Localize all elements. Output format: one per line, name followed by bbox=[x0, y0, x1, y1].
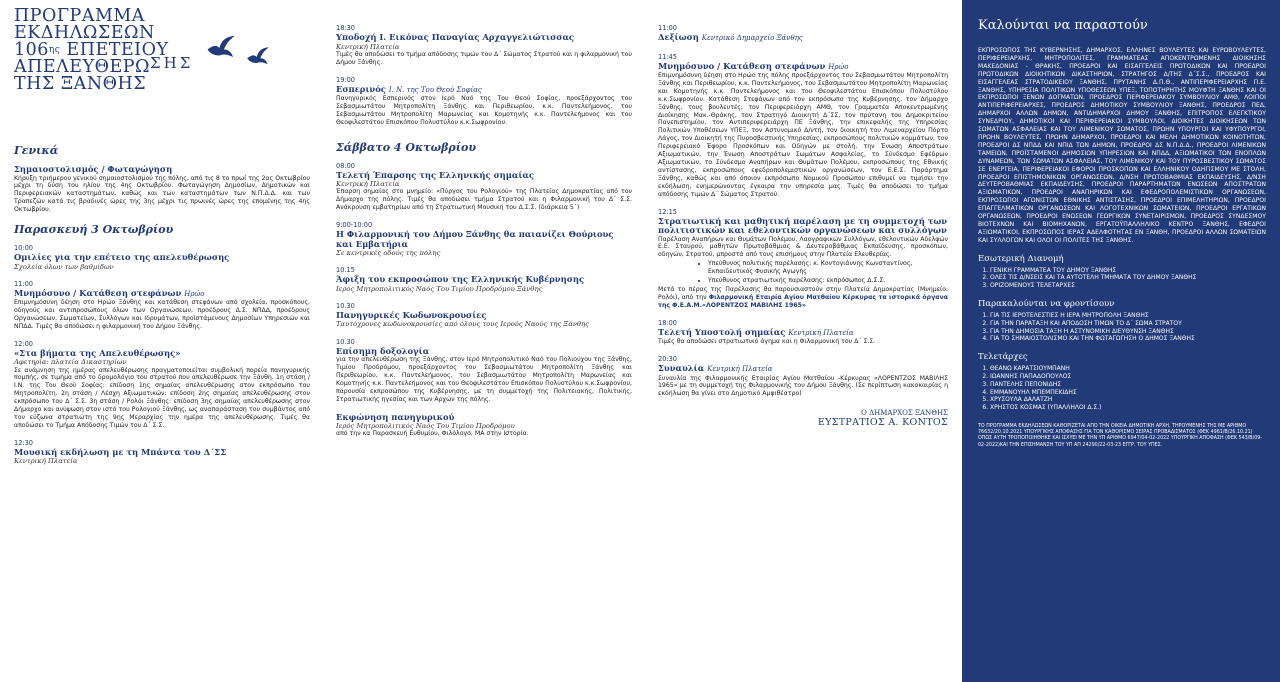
distribution-item: 1. ΓΕΝΙΚΗ ΓΡΑΜΜΑΤΕΑ ΤΟΥ ΔΗΜΟΥ ΞΑΝΘΗΣ bbox=[990, 267, 1266, 275]
event-block bbox=[14, 244, 310, 271]
event-after-highlight: Φιλαρμονική Εταιρία Αγίου Ματθαίου Κέρκυρας τα ιστορικά όργανα της Φ.Ε.Α.Μ.«ΛΟΡΕΝΤΖΟΣ ΜΑΒΙΛΗΣ 1965» bbox=[658, 293, 948, 309]
master-item: 2. ΙΩΑΝΝΗΣ ΠΑΠΑΔΟΠΟΥΛΟΣ bbox=[990, 373, 1266, 381]
distribution-list bbox=[978, 267, 1266, 290]
title-block bbox=[14, 8, 310, 136]
event-title-text: Μνημόσυνο / Κατάθεση στεφάνων bbox=[14, 287, 182, 298]
event-location: Κεντρική Πλατεία bbox=[336, 42, 400, 51]
event-title-text: Μουσική εκδήλωση με τη Μπάντα του Δ΄ΣΣ bbox=[14, 446, 227, 457]
event-block bbox=[658, 319, 948, 346]
event-body: Συναυλία της Φιλαρμονικής Εταιρίας Αγίου Ματθαίου -Κέρκυρας «ΛΟΡΕΝΤΖΟΣ ΜΑΒΙΛΗΣ 1965» με τη συμμετοχή της Φιλαρμονικής του Δήμου Ξάνθης. (Σε περίπτωση κακοκαιρίας η εκδήλωση θα γίνει στο Δημοτικό Αμφιθέατρο) bbox=[658, 374, 948, 398]
event-title-extra: Ι. Ν. της Του Θεού Σοφίας bbox=[388, 85, 482, 94]
event-bullets bbox=[668, 260, 948, 285]
event-block bbox=[336, 221, 632, 257]
day-heading: Παρασκευή 3 Οκτωβρίου bbox=[14, 223, 174, 237]
master-item: 4. ΕΜΜΑΝΟΥΗΛ ΜΠΕΜΠΕΚΙΔΗΣ bbox=[990, 389, 1266, 397]
distribution-item: 3. ΟΡΙΖΟΜΕΝΟΥΣ ΤΕΛΕΤΑΡΧΕΣ bbox=[990, 282, 1266, 290]
event-block bbox=[336, 266, 632, 293]
event-location: Σε κεντρικές οδούς της πόλης bbox=[336, 249, 441, 258]
dove-icon bbox=[246, 46, 270, 68]
event-title-extra: Κεντρικό Δημαρχείο Ξάνθης bbox=[701, 34, 803, 42]
master-item: 6. ΧΡΗΣΤΟΣ ΚΟΣΜΑΣ (ΥΠΑΛΛΗΛΟΙ Δ.Σ.) bbox=[990, 404, 1266, 412]
event-title bbox=[658, 33, 948, 44]
masters-title: Τελετάρχες bbox=[978, 352, 1028, 363]
column-two bbox=[322, 0, 644, 682]
title-word: ΕΠΕΤΕΙΟΥ bbox=[66, 40, 169, 60]
event-location: Κεντρική Πλατεία bbox=[14, 457, 78, 466]
responsibilities-title: Παρακαλούνται να φροντίσουν bbox=[978, 299, 1115, 310]
event-time: 18:30 bbox=[336, 24, 356, 32]
event-block bbox=[336, 302, 632, 329]
title-superscript: ης bbox=[48, 45, 61, 55]
event-time: 12:30 bbox=[14, 438, 34, 447]
event-list bbox=[336, 162, 632, 439]
event-after-text: Μετά το πέρας της Παρέλασης θα παρουσιαστούν στην Πλατεία Δημοκρατίας (Μνημείο: Ρολόι), από την bbox=[658, 285, 948, 301]
event-title-text: Συναυλία bbox=[658, 363, 705, 374]
event-body: Τιμές θα αποδώσει στρατιωτικό άγημα και η Φιλαρμονική του Δ΄ Σ.Σ. bbox=[658, 338, 876, 346]
event-block bbox=[14, 340, 310, 430]
event-title bbox=[336, 230, 632, 249]
event-title-text: Εκφώνηση πανηγυρικού bbox=[336, 411, 455, 422]
event-time: 9:00-10:00 bbox=[336, 221, 373, 230]
responsibility-item: 2. ΓΙΑ ΤΗΝ ΠΑΡΑΤΑΞΗ ΚΑΙ ΑΠΟΔΟΣΗ ΤΙΜΩΝ ΤΟ Δ΄ ΣΩΜΑ ΣΤΡΑΤΟΥ bbox=[990, 320, 1266, 328]
event-time: 10.30 bbox=[336, 301, 355, 310]
event-time: 11:45 bbox=[658, 52, 678, 61]
event-title bbox=[336, 347, 632, 357]
event-time: 11:00 bbox=[658, 24, 678, 32]
event-title-text: Υποδοχή Ι. Εικόνας Παναγίας Αρχαγγελιώτισσας bbox=[336, 32, 575, 42]
event-body: Παρέλαση Αναπήρων και Θυμάτων Πολέμου, Λαογραφικών Συλλόγων, εθελοντικών Αδελφών Ε.Ε. Σταυρού, μαθητών Πρωτοβάθμιας & Δευτεροβάθμιας Εκπαίδευσης, προσκόπων, οδηγών, Στρατού, μπροστά από τους επισήμους στην Πλατεία Ελευθερίας. bbox=[658, 235, 948, 259]
title-line: ΠΡΟΓΡΑΜΜΑ bbox=[14, 6, 145, 26]
event-time: 20:30 bbox=[658, 355, 678, 364]
event-body: Κήρυξη τριήμερου γενικού σημαιοστολισμού της πόλης, από τις 8 το πρωί της 2ας Οκτωβρίου μέχρι τη δύση του ηλίου της 4ης Οκτωβρίου. Φωταγώγηση Δημοσίων, Δημοτικών και Περιφερειακών καταστημάτων, καθώς και των καταστημάτων των Ν.Π.Δ.Δ. και των Τραπεζών κατά τις βραδινές ώρες της 3ης μέχρι τις πρωινές ώρες της επομένης της 4ης Οκτωβρίου. bbox=[14, 174, 310, 214]
event-block bbox=[14, 280, 310, 331]
event-block bbox=[336, 338, 632, 404]
distribution-item: 2. ΟΛΕΣ ΤΙΣ Δ/ΝΣΕΙΣ ΚΑΙ ΤΑ ΑΥΤΟΤΕΛΗ ΤΜΗΜΑΤΑ ΤΟΥ ΔΗΜΟΥ ΞΑΝΘΗΣ bbox=[990, 274, 1266, 282]
event-list bbox=[336, 24, 632, 127]
event-title bbox=[336, 413, 632, 423]
event-after bbox=[658, 286, 948, 310]
event-title bbox=[14, 253, 310, 263]
event-body: Σε ανάμνηση της ημέρας απελευθέρωσης πραγματοποιείται συμβολική πορεία πανηγυρικής πομπής, σε τιμήμα από το δρομολόγιο του στρατού που απελευθέρωσε την Ξάνθη. 1η στάση / Ι.Ν. της Του Θεού Σοφίας: επίδοση 1ης σημαίας απελευθέρωσης στον εκπρόσωπο του Μητροπολίτη. 2η στάση / Λέσχη Αξιωματικών: επίδοση 2ης σημαίας απελευθέρωσης στον εκπρόσωπο του Δ΄ Σ.Σ. 3η στάση / Ρολόι Ξάνθης: επίδοση 3ης σημαίας απελευθέρωσης στον Δήμαρχο και ανύψωση στον ιστό του Ρολογιού Ξάνθης, ως αναπαράσταση του συμβάντος από τον εύζωνα στρατιώτη της 9ης Μεραρχίας την ημέρα της απελευθέρωσης. Τιμές θα αποδώσει το Τμήμα Απόδοσης Τιμών του Δ΄ Σ.Σ. bbox=[14, 366, 310, 429]
event-location: Αφετηρία: πλατεία Δικαστηρίων bbox=[14, 358, 127, 367]
title-word: ΣΗΣ bbox=[150, 54, 194, 72]
event-title-text: Εσπερινός bbox=[336, 83, 386, 94]
title-number: 106 bbox=[14, 40, 49, 60]
master-item: 3. ΠΑΝΤΕΛΗΣ ΠΕΠΟΝΙΔΗΣ bbox=[990, 381, 1266, 389]
event-time: 12:15 bbox=[658, 207, 678, 216]
section-heading: Γενικά bbox=[14, 144, 59, 157]
event-body: Επιμνημόσυνη δέηση στο Ηρώο της πόλης προεξάρχοντος του Σεβασμιωτάτου Μητροπολίτη Ξάνθης και Περιθεωρίου, κ.κ. Παντελεήμονος, του Σεβασμιωτάτου Μητροπολίτη Μαρωνείας και Κομοτηνής κ.κ. Παντελεήμονος και του Θεοφιλεστάτου Επισκόπου Πολυστύλου κ.κ.Σωφρονίου. Κατάθεση Στεφάνων από τον εκπρόσωπο της Κυβέρνησης, τον Δήμαρχο Ξάνθης, τους βουλευτές, τον Περιφερειάρχη ΑΜΘ, τον Γραμματέα Αποκεντρωμένης Διοίκησης Μακ.-Θράκης, τον Στρατηγό Διοικητή Δ΄ΣΣ, τον πρύτανη του Δημοκριτείου Πανεπιστημίου, τον Αντιπεριφερειάρχη ΠΕ Ξάνθης, την επικεφαλής της Υπηρεσίας Πολιτικών Υποθέσεων ΥΠΕΞ, τον Αστυνομικό Δ/ντή, τον διοικητή του Λιμεναρχείου Πόρτο Λάγος, τον Διοικητή της Πυροσβεστικής Υπηρεσίας, εκπροσώπους πολιτικών κομμάτων, τον Περιφερειακό Έφορο Προσκόπων και Οδηγών με στολή, την Ένωση Αποστράτων Αξιωματικών, την Ένωση Αποστράτων Σωμάτων Ασφαλείας, το Σύνδεσμο Εφέδρων Αξιωματικών, το Σύνδεσμο Αναπήρων και Θυμάτων Πολέμου, εκπροσώπους της Εθνικής αντίστασης, εκπροσώπους εφεδροπολεμιστικών οργανώσεων, τον Ε.Ε.Σ. Παράρτημα Ξάνθης, καθώς και από όποιον εκπρόσωπο Νομικού Προσώπου επιθυμεί να τιμήσει την εκδήλωση, ενημερώνοντας έγκαιρα την υπηρεσία μας. Τιμές θα αποδώσει το τμήμα απόδοσης τιμών Δ΄ Σώματος Στρατού. bbox=[658, 72, 948, 198]
distribution-title: Εσωτερική Διανομή bbox=[978, 253, 1064, 264]
event-title-text: Τελετή Υποστολή σημαίας bbox=[658, 326, 786, 337]
event-block bbox=[658, 53, 948, 199]
event-title-extra: Ηρώο bbox=[828, 62, 849, 71]
event-body: Πανηγυρικός Εσπερινός στον Ιερό Ναό της Του Θεού Σοφίας, προεξάρχοντος του Σεβασμιωτάτου Μητροπολίτη Ξάνθης και Περιθεωρίου, κ.κ. Παντελεήμονος, του Σεβασμιωτάτου Μητροπολίτη Μαρωνείας και Κομοτηνής κ.κ. Παντελεήμονος και του Θεοφιλεστάτου Επισκόπου Πολυστύλου κ.κ.Σωφρονίου. bbox=[336, 95, 632, 126]
column-three bbox=[644, 0, 962, 682]
event-time: 11:00 bbox=[14, 279, 34, 288]
event-location: Σχολεία όλων των βαθμίδων bbox=[14, 262, 114, 271]
event-title bbox=[658, 217, 948, 236]
title-word: ΑΠΕΛΕΥΘΕΡΩ bbox=[14, 57, 151, 77]
event-title-extra: Ηρώο bbox=[184, 289, 205, 298]
responsibility-item: 1. ΓΙΑ ΤΙΣ ΙΕΡΟΤΕΛΕΣΤΙΕΣ Η ΙΕΡΑ ΜΗΤΡΟΠΟΛΗ ΞΑΝΘΗΣ bbox=[990, 312, 1266, 320]
event-title-text: Μνημόσυνο / Κατάθεση στεφάνων bbox=[658, 60, 826, 71]
event-list bbox=[658, 24, 948, 398]
event-title-text: Ομιλίες για την επέτειο της απελευθέρωσης bbox=[14, 252, 230, 263]
event-time: 18:00 bbox=[658, 318, 678, 327]
event-block bbox=[14, 439, 310, 466]
event-title-text: Πανηγυρικές Κωδωνοκρουσίες bbox=[336, 309, 487, 320]
event-block bbox=[336, 413, 632, 439]
event-time: 10.15 bbox=[336, 266, 355, 275]
column-one bbox=[0, 0, 322, 682]
event-time: 19:00 bbox=[336, 75, 356, 84]
event-title bbox=[14, 349, 310, 359]
event-title-text: Άφιξη του εκπροσώπου της Ελληνικής Κυβέρνησης bbox=[336, 274, 585, 285]
event-title bbox=[14, 289, 310, 300]
event-time: 12:00 bbox=[14, 339, 34, 348]
event-body: Έπαρση σημαίας στο μνημείο: «Πύργος του Ρολογιού» της Πλατείας Δημοκρατίας από τον Δήμαρχο της πόλης. Τιμές θα αποδώσει τμήμα Στρατού και η Φιλαρμονική του Δ΄ Σ.Σ. Ανάκρουση εμβατηρίων από τη Στρατιωτική Μουσική του Δ.Σ.Σ. (διάρκεια 5΄) bbox=[336, 188, 632, 212]
event-title-text: Η Φιλαρμονική του Δήμου Ξάνθης θα παιανίζει Θούριους και Εμβατήρια bbox=[336, 229, 614, 249]
event-block bbox=[336, 162, 632, 212]
responsibility-item: 4. ΓΙΑ ΤΟ ΣΗΜΑΙΟΣΤΟΛΙΣΜΟ ΚΑΙ ΤΗΝ ΦΩΤΑΓΩΓΗΣΗ Ο ΔΗΜΟΣ ΞΑΝΘΗΣ bbox=[990, 335, 1266, 343]
event-body: από την κα Παρασκευή Ευθυμίου, Φιλόλογο, ΜΑ στην Ιστορία. bbox=[336, 430, 529, 438]
event-body: Επιμνημόσυνη δέηση στο Ηρώο Ξάνθης και κατάθεση στεφάνων από σχολεία, προσκόπους, οδηγούς και αντιπροσώπους όλων των Οργανώσεων, προέδρους Δ.Σ. ΝΠΔΔ, προέδρους Οργανώσεων, Σωματείων, Συλλόγων και Ιδρυμάτων, προϊστάμενους Δημοσίων Υπηρεσιών και ΝΠΔΔ. Τιμές θα αποδώσει η φιλαρμονική του Δήμου Ξάνθης. bbox=[14, 299, 310, 330]
event-title bbox=[336, 275, 632, 285]
masters-list bbox=[978, 365, 1266, 412]
signature bbox=[658, 408, 948, 428]
title-line: ΕΚΔΗΛΩΣΕΩΝ bbox=[14, 23, 155, 43]
event-body: Τιμές θα αποδώσει το τμήμα απόδοσης τιμών του Δ΄ Σώματος Στρατού και η φιλαρμονική του Δήμου Ξάνθης. bbox=[336, 50, 632, 66]
event-title bbox=[658, 62, 948, 73]
signature-role: Ο ΔΗΜΑΡΧΟΣ ΞΑΝΘΗΣ bbox=[861, 409, 948, 418]
responsibilities-list bbox=[978, 312, 1266, 343]
event-block bbox=[658, 24, 948, 44]
event-title bbox=[336, 33, 632, 43]
event-block bbox=[14, 165, 310, 214]
day-heading: Σάββατο 4 Οκτωβρίου bbox=[336, 140, 476, 154]
invitation-text: ΕΚΠΡΟΣΩΠΟΣ ΤΗΣ ΚΥΒΕΡΝΗΣΗΣ, ΔΗΜΑΡΧΟΣ, ΕΛΛΗΝΕΣ ΒΟΥΛΕΥΤΕΣ ΚΑΙ ΕΥΡΩΒΟΥΛΕΥΤΕΣ, ΠΕΡΙΦΕΡΕΙΑΡΧΗΣ, ΜΗΤΡΟΠΟΛΙΤΕΣ, ΓΡΑΜΜΑΤΕΑΣ ΑΠΟΚΕΝΤΡΩΜΕΝΗΣ ΔΙΟΙΚΗΣΗΣ ΜΑΚΕΔΟΝΙΑΣ - ΘΡΑΚΗΣ, ΠΡΟΕΔΡΟΙ ΚΑΙ ΕΙΣΑΓΓΕΛΕΙΣ ΠΡΩΤΟΔΙΚΩΝ ΚΑΙ ΠΡΟΕΔΡΟΙ ΠΡΩΤΟΔΙΚΩΝ ΔΙΟΙΚΗΤΙΚΩΝ ΔΙΚΑΣΤΗΡΙΩΝ, ΣΤΡΑΤΗΓΟΣ Δ/ΤΗΣ Δ΄Σ.Σ., ΠΡΟΕΔΡΟΣ ΚΑΙ ΕΙΣΑΓΓΕΛΕΑΣ ΣΤΡΑΤΟΔΙΚΕΙΟΥ ΞΑΝΘΗΣ, ΠΡΥΤΑΝΗΣ Δ.Π.Θ., ΑΝΤΙΠΕΡΙΦΕΡΕΙΑΡΧΗΣ Π.Ε. ΞΑΝΘΗΣ, ΥΠΗΡΕΣΙΑ ΠΟΛΙΤΙΚΩΝ ΥΠΟΘΕΣΕΩΝ ΥΠΕΞ, ΤΟΠΟΤΗΡΗΤΗΣ ΜΟΥΦΤΗ ΞΑΝΘΗΣ ΚΑΙ ΟΙ ΕΚΠΡΟΣΩΠΟΙ ΞΕΝΩΝ ΔΟΓΜΑΤΩΝ, ΠΡΟΕΔΡΟΣ ΠΕΡΙΦΕΡΕΙΑΚΟΥ ΣΥΜΒΟΥΛΙΟΥ ΑΜΘ, ΛΟΙΠΟΙ ΑΝΤΙΠΕΡΙΦΕΡΕΙΑΡΧΕΣ, ΠΡΟΕΔΡΟΣ ΔΗΜΟΤΙΚΟΥ ΣΥΜΒΟΥΛΙΟΥ ΞΑΝΘΗΣ, ΠΡΟΕΔΡΟΣ ΠΕΔ, ΔΗΜΑΡΧΟΙ ΑΛΛΩΝ ΔΗΜΩΝ, ΑΝΤΙΔΗΜΑΡΧΟΙ ΔΗΜΟΥ ΞΑΝΘΗΣ, ΕΠΙΤΡΟΠΟΣ ΕΛΕΓΚΤΙΚΟΥ ΣΥΝΕΔΡΙΟΥ, ΔΗΜΟΤΙΚΟΙ ΚΑΙ ΠΕΡΙΦΕΡΕΙΑΚΟΙ ΣΥΜΒΟΥΛΟΙ, ΔΙΟΙΚΗΤΕΣ ΔΙΟΙΚΗΣΕΩΝ ΤΩΝ ΣΩΜΑΤΩΝ ΑΣΦΑΛΕΙΑΣ ΚΑΙ ΤΟΥ ΛΙΜΕΝΙΚΟΥ ΣΩΜΑΤΟΣ, ΠΡΩΗΝ ΥΠΟΥΡΓΟΙ ΚΑΙ ΥΦΥΠΟΥΡΓΟΙ, ΠΡΩΗΝ ΒΟΥΛΕΥΤΕΣ, ΠΡΩΗΝ ΔΗΜΑΡΧΟΙ, ΠΡΟΕΔΡΟΙ ΚΑΙ ΜΕΛΗ ΔΗΜΟΤΙΚΩΝ ΚΟΙΝΟΤΗΤΩΝ, ΠΡΟΕΔΡΟΙ ΔΣ ΝΠΔΔ ΚΑΙ ΝΠΙΔ ΤΩΝ ΔΗΜΩΝ, ΠΡΟΕΔΡΟΙ ΔΣ Ν.Π.Δ.Δ., ΠΡΟΕΔΡΟΙ ΛΙΜΕΝΙΚΩΝ ΤΑΜΕΙΩΝ, ΠΡΟΪΣΤΑΜΕΝΟΙ ΔΗΜΟΣΙΩΝ ΥΠΗΡΕΣΙΩΝ ΚΑΙ ΝΠΔΔ, ΑΞΙΩΜΑΤΙΚΟΙ ΤΩΝ ΕΝΟΠΛΩΝ ΔΥΝΑΜΕΩΝ, ΤΩΝ ΣΩΜΑΤΩΝ ΑΣΦΑΛΕΙΑΣ, ΤΟΥ ΛΙΜΕΝΙΚΟΥ ΚΑΙ ΤΟΥ ΠΥΡΟΣΒΕΣΤΙΚΟΥ ΣΩΜΑΤΟΣ ΣΕ ΕΝΕΡΓΕΙΑ, ΠΕΡΙΦΕΡΕΙΑΚΟΙ ΕΦΟΡΟΙ ΠΡΟΣΚΟΠΩΝ ΚΑΙ ΕΛΛΗΝΙΚΟΥ ΟΔΗΓΙΣΜΟΥ ΜΕ ΣΤΟΛΗ, ΠΡΟΕΔΡΟΙ ΕΠΙΣΤΗΜΟΝΙΚΩΝ ΟΡΓΑΝΩΣΕΩΝ, Δ/ΝΣΗ ΠΡΩΤΟΒΑΘΜΙΑΣ ΕΚΠΑΙΔΕΥΣΗΣ, Δ/ΝΣΗ ΔΕΥΤΕΡΟΒΑΘΜΙΑΣ ΕΚΠΑΙΔΕΥΣΗΣ, ΠΡΟΕΔΡΟΙ ΠΑΡΑΡΤΗΜΑΤΩΝ ΕΝΩΣΕΩΝ ΑΠΟΣΤΡΑΤΩΝ ΑΞΙΩΜΑΤΙΚΩΝ, ΠΡΟΕΔΡΟΙ ΑΝΑΠΗΡΙΚΩΝ ΚΑΙ ΕΦΕΔΡΟΠΟΛΕΜΙΣΤΙΚΩΝ ΟΡΓΑΝΩΣΕΩΝ, ΕΚΠΡΟΣΩΠΟΙ ΑΓΩΝΙΣΤΩΝ ΕΘΝΙΚΗΣ ΑΝΤΙΣΤΑΣΗΣ, ΠΡΟΕΔΡΟΙ ΕΠΙΜΕΛΗΤΗΡΙΩΝ, ΠΡΟΕΔΡΟΙ ΕΠΑΓΓΕΛΜΑΤΙΚΩΝ ΟΡΓΑΝΩΣΕΩΝ ΚΑΙ ΛΟΓΟΤΕΧΝΙΚΩΝ ΣΩΜΑΤΕΙΩΝ, ΠΡΟΕΔΡΟΙ ΕΡΓΑΤΙΚΩΝ ΟΡΓΑΝΩΣΕΩΝ, ΠΡΟΕΔΡΟΙ ΕΝΩΣΕΩΝ ΓΕΩΡΓΙΚΩΝ ΣΥΝΕΤΑΙΡΙΣΜΩΝ, ΠΡΟΕΔΡΟΣ ΣΥΝΔΕΣΜΟΥ ΒΙΟΤΕΧΝΩΝ ΚΑΙ ΒΙΟΜΗΧΑΝΩΝ, ΕΡΓΑΤΟΫΠΑΛΛΗΛΙΚΟ ΚΕΝΤΡΟ ΞΑΝΘΗΣ, ΕΦΕΔΡΟΙ ΑΞΙΩΜΑΤΙΚΟΙ, ΕΚΠΡΟΣΩΠΟΣ ΙΕΡΑΣ ΑΔΕΛΦΟΤΗΤΑΣ ΕΝ ΞΑΝΘΗ, ΠΡΟΕΔΡΟΙ ΑΛΛΩΝ ΣΩΜΑΤΕΙΩΝ ΚΑΙ ΣΥΛΛΟΓΩΝ ΚΑΙ ΟΛΟΙ ΟΙ ΠΟΛΙΤΕΣ ΤΗΣ ΞΑΝΘΗΣ. bbox=[978, 47, 1266, 244]
event-time: 10:00 bbox=[14, 244, 34, 253]
responsibility-item: 3. ΓΙΑ ΤΗΝ ΔΗΜΟΣΙΑ ΤΑΞΗ Η ΑΣΤΥΝΟΜΙΚΗ ΔΙΕΥΘΥΝΣΗ ΞΑΝΘΗΣ bbox=[990, 328, 1266, 336]
event-location: Ταυτόχρονες κωδωνοκρουσίες από όλους τους Ιερούς Ναούς της Ξάνθης bbox=[336, 320, 589, 329]
invitation-title: Καλούνται να παραστούν bbox=[978, 18, 1148, 33]
event-title-text: «Στα βήματα της Απελευθέρωσης» bbox=[14, 347, 181, 358]
invitation-panel bbox=[962, 0, 1280, 682]
event-title-text: Στρατιωτική και μαθητική παρέλαση με τη συμμετοχή των πολιτιστικών και εθελοντικών οργανώσεων και συλλόγων bbox=[658, 215, 948, 235]
event-title bbox=[14, 448, 310, 458]
event-time: 10.30 bbox=[336, 337, 355, 346]
event-title-text: Τελετή Έπαρσης της Ελληνικής σημαίας bbox=[336, 169, 534, 180]
event-bullet: • Υπεύθυνος στρατιωτικής παρέλασης: εκπρόσωπος Δ.Σ.Σ. bbox=[708, 277, 948, 285]
event-block bbox=[658, 208, 948, 310]
event-title-text: Επίσημη δοξολογία bbox=[336, 345, 430, 356]
event-body: για την απελευθέρωση της Ξάνθης, στον Ιερό Μητροπολιτικό Ναό του Πολιούχου της Ξάνθης, Τιμίου Προδρόμου, προεξάρχοντος του Σεβασμιωτάτου Μητροπολίτη Ξάνθης και Περιθεωρίου, κ.κ. Παντελεήμονος, του Σεβασμιωτάτου Μητροπολίτη Μαρωνείας και Κομοτηνής κ.κ. Παντελεήμονος και του Θεοφιλεστάτου Επισκόπου Πολυστύλου κ.κ.Σωφρονίου, παρουσία εκπροσώπου της Κυβέρνησης, με τη συμμετοχή της Πολιτειακής, Πολιτικής, Στρατιωτικής ηγεσίας και των Αρχών της πόλης. bbox=[336, 356, 632, 403]
master-item: 5. ΧΡΥΣΟΥΛΑ ΔΑΛΑΤΖΗ bbox=[990, 396, 1266, 404]
event-title bbox=[336, 85, 632, 96]
event-title bbox=[336, 171, 632, 181]
signature-name: ΕΥΣΤΡΑΤΙΟΣ Α. ΚΟΝΤΟΣ bbox=[817, 417, 948, 429]
event-location: Κεντρική Πλατεία bbox=[336, 180, 400, 189]
event-bullet: • Υπεύθυνος πολιτικής παρέλασης: κ. Κοντογιάννης Κωνσταντίνος, Εκπαιδευτικός Φυσικής Αγωγής bbox=[708, 260, 948, 276]
event-block bbox=[336, 24, 632, 67]
event-block bbox=[336, 76, 632, 127]
event-title bbox=[658, 328, 948, 339]
master-item: 1. ΘΕΑΝΩ ΚΑΡΑΤΣΙΟΥΜΠΑΝΗ bbox=[990, 365, 1266, 373]
event-location: Ιερός Μητροπολιτικός Ναός Του Τιμίου Προδρόμου bbox=[336, 422, 515, 431]
event-title-text: Δεξίωση bbox=[658, 32, 699, 42]
event-title bbox=[658, 364, 948, 375]
footnote: ΤΟ ΠΡΟΓΡΑΜΜΑ ΕΚΔΗΛΩΣΕΩΝ ΚΑΘΟΡΙΖΕΤΑΙ ΑΠΟ ΤΗΝ ΟΙΚΕΙΑ ΔΗΜΟΤΙΚΗ ΑΡΧΗ, ΤΗΡΟΥΜΕΝΗΣ ΤΗΣ ΜΕ ΑΡΙΘΜΟ 76632/20.10.2021 ΥΠΟΥΡΓΙΚΗΣ ΑΠΟΦΑΣΗΣ ΓΙΑ ΤΟΝ ΚΑΘΟΡΙΣΜΟ ΣΕΙΡΑΣ ΠΡΟΒΑΔΙΣΜΑΤΟΣ (ΦΕΚ 4961/Β/26.10.21) ΟΠΩΣ ΑΥΤΗ ΤΡΟΠΟΠΟΙΗΘΗΚΕ ΚΑΙ ΙΣΧΥΕΙ ΜΕ ΤΗΝ ΥΠ ΑΡΙΘΜΟ 6947/04-02-2022 ΥΠΟΥΡΓΙΚΗ ΑΠΟΦΑΣΗ (ΦΕΚ 543/Β/09-02-2022)ΚΑΙ ΤΗΝ ΕΠΙΣΗΜΑΝΣΗ ΤΟΥ ΥΠ ΑΠ 24290/22-03-23 ΕΓΓΡ. ΤΟΥ ΥΠΕΣ. bbox=[978, 424, 1263, 448]
event-time: 08:00 bbox=[336, 161, 356, 170]
event-title: Σημαιοστολισμός / Φωταγώγηση bbox=[14, 164, 173, 174]
title-line: ΤΗΣ ΞΑΝΘΗΣ bbox=[14, 74, 147, 94]
event-list bbox=[14, 244, 310, 465]
event-title-extra: Κεντρική Πλατεία bbox=[707, 365, 773, 374]
event-title-extra: Κεντρική Πλατεία bbox=[788, 328, 854, 337]
event-block bbox=[658, 355, 948, 398]
event-location: Ιερός Μητροπολιτικός Ναός Του Τιμίου Προδρόμου Ξάνθης bbox=[336, 284, 543, 293]
dove-icon bbox=[206, 34, 236, 62]
